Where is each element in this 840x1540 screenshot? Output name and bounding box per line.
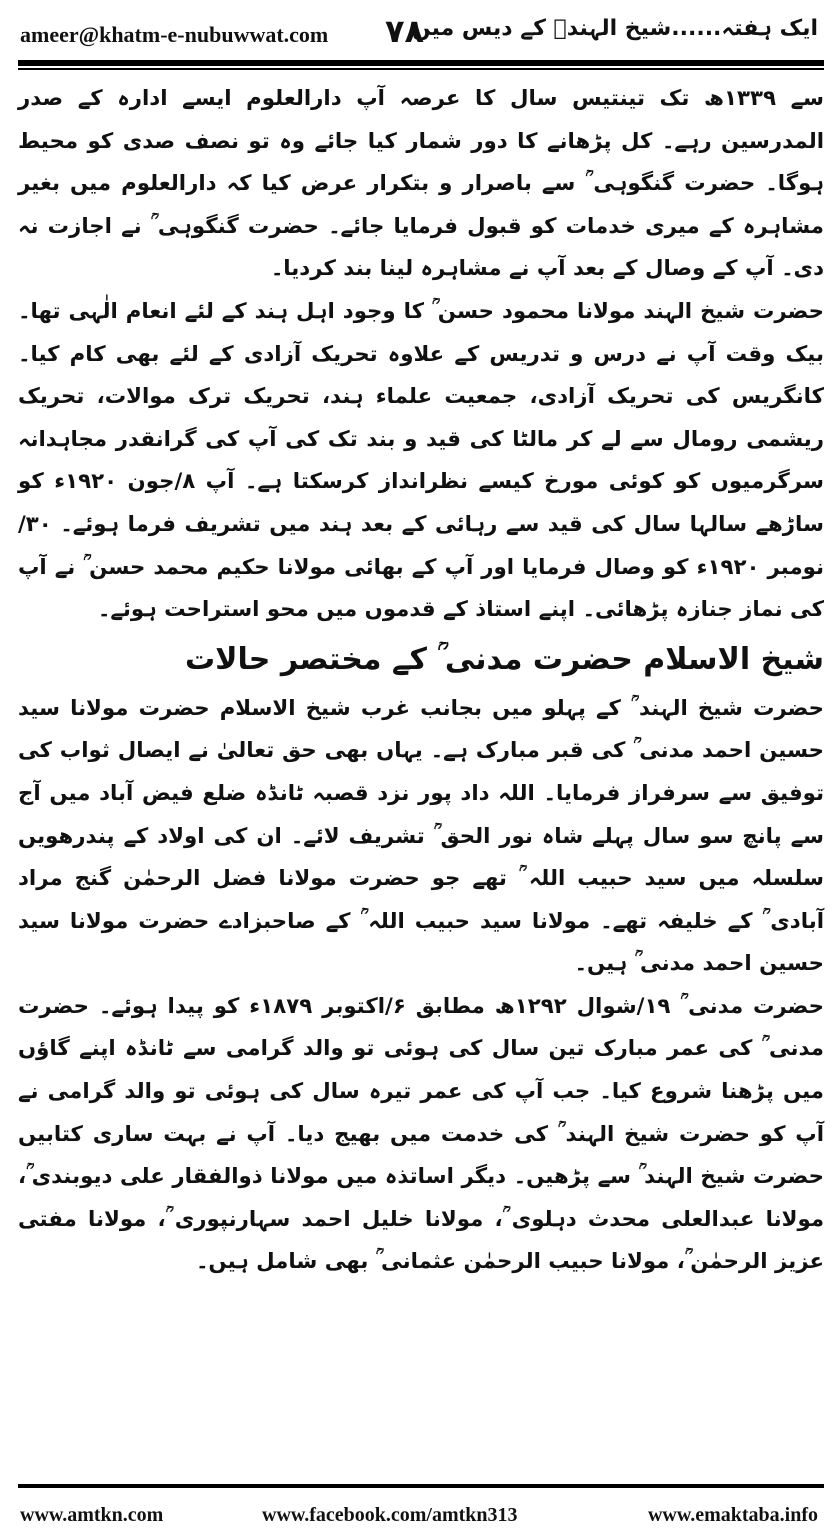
footer-link-emaktaba[interactable]: www.emaktaba.info [647, 1504, 818, 1526]
header-rule-thick [18, 60, 824, 66]
paragraph-4: حضرت مدنی ؒ ۱۹/شوال ۱۲۹۲ھ مطابق ۶/اکتوبر ۱۸۷۹ء کو پیدا ہوئے۔ حضرت مدنی ؒ کی عمر مبارک تین سال کی ہوئی تو والد گرامی سے ٹانڈہ اپنے گاؤں میں پڑھنا شروع کیا۔ جب آپ کی عمر تیرہ سال کی ہوئی تو والد گرامی نے آپ کو حضرت شیخ الہند ؒ کی خدمت میں بھیج دیا۔ آپ نے بہت ساری کتابیں حضرت شیخ الہند ؒ سے پڑھیں۔ دیگر اساتذہ میں مولانا ذوالفقار علی دیوبندی ؒ، مولانا عبدالعلی محدث دہلوی ؒ، مولانا خلیل احمد سہارنپوری ؒ، مولانا مفتی عزیز الرحمٰن ؒ، مولانا حبیب الرحمٰن عثمانی ؒ بھی شامل ہیں۔ [18, 993, 824, 1275]
footer-link-facebook[interactable]: www.facebook.com/amtkn313 [262, 1504, 518, 1526]
section-heading: شیخ الاسلام حضرت مدنی ؒ کے مختصر حالات [185, 641, 824, 677]
page-body [18, 78, 824, 1284]
running-title: ایک ہفتہ......شیخ الہندؒ کے دیس میں [411, 16, 818, 41]
footer-link-amtkn[interactable]: www.amtkn.com [20, 1504, 164, 1526]
header-rule-thin [18, 68, 824, 70]
paragraph-3: حضرت شیخ الہند ؒ کے پہلو میں بجانب غرب شیخ الاسلام حضرت مولانا سید حسین احمد مدنی ؒ کی قبر مبارک ہے۔ یہاں بھی حق تعالیٰ نے ایصال ثواب کی توفیق سے سرفراز فرمایا۔ اللہ داد پور نزد قصبہ ٹانڈہ ضلع فیض آباد میں آج سے پانچ سو سال پہلے شاہ نور الحق ؒ تشریف لائے۔ ان کی اولاد کے پندرھویں سلسلہ میں سید حبیب اللہ ؒ تھے جو حضرت مولانا فضل الرحمٰن گنج مراد آبادی ؒ کے خلیفہ تھے۔ مولانا سید حبیب اللہ ؒ کے صاحبزادے حضرت مولانا سید حسین احمد مدنی ؒ ہیں۔ [18, 695, 824, 977]
paragraph-2: حضرت شیخ الہند مولانا محمود حسن ؒ کا وجود اہل ہند کے لئے انعام الٰہی تھا۔ بیک وقت آپ نے درس و تدریس کے علاوہ تحریک آزادی کے لئے بھی کام کیا۔ کانگریس کی تحریک آزادی، جمعیت علماء ہند، تحریک ترک موالات، تحریک ریشمی رومال سے لے کر مالٹا کی قید و بند تک کی آپ کی گرانقدر مجاہدانہ سرگرمیوں کو کوئی مورخ کیسے نظرانداز کرسکتا ہے۔ آپ ۸/جون ۱۹۲۰ء کو ساڑھے سالہا سال کی قید سے رہائی کے بعد ہند میں تشریف فرما ہوئے۔ ۳۰/نومبر ۱۹۲۰ء کو وصال فرمایا اور آپ کے بھائی مولانا حکیم محمد حسن ؒ نے آپ کی نماز جنازہ پڑھائی۔ اپنے استاذ کے قدموں میں محو استراحت ہوئے۔ [18, 298, 824, 623]
page-number: ۷۸ [385, 12, 425, 50]
paragraph-1: سے ۱۳۳۹ھ تک تینتیس سال کا عرصہ آپ دارالعلوم ایسے ادارہ کے صدر المدرسین رہے۔ کل پڑھانے کا دور شمار کیا جائے وہ تو نصف صدی کو محیط ہوگا۔ حضرت گنگوہی ؒ سے باصرار و بتکرار عرض کیا کہ دارالعلوم میں بغیر مشاہرہ کے میری خدمات کو قبول فرمایا جائے۔ حضرت گنگوہی ؒ نے اجازت نہ دی۔ آپ کے وصال کے بعد آپ نے مشاہرہ لینا بند کردیا۔ [18, 86, 824, 282]
header-email[interactable]: ameer@khatm-e-nubuwwat.com [20, 22, 329, 47]
footer-rule [18, 1484, 824, 1488]
page-footer [0, 1496, 840, 1536]
